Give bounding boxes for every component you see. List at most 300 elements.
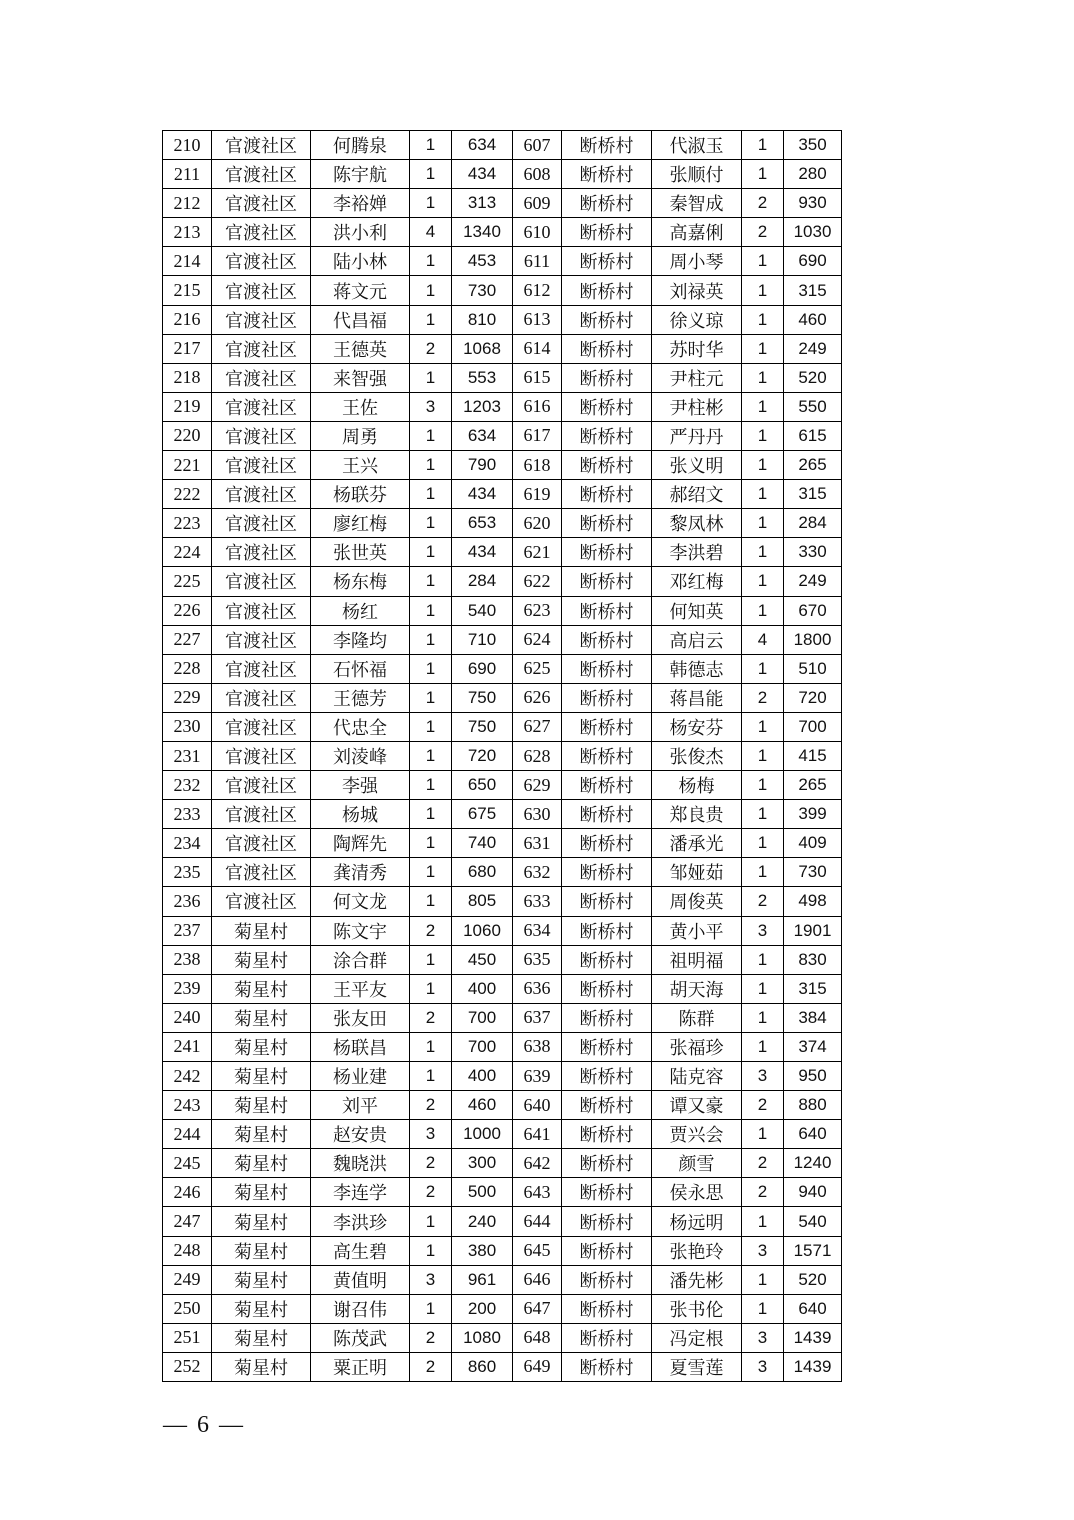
table-row — [163, 276, 842, 305]
community-right-cell: 断桥村 — [562, 1032, 652, 1061]
amount-right-cell: 1571 — [784, 1236, 842, 1265]
table-row — [163, 858, 842, 887]
row-index-right-cell: 640 — [513, 1091, 562, 1120]
community-right-cell: 断桥村 — [562, 1265, 652, 1294]
row-index-right-cell: 619 — [513, 480, 562, 509]
community-right-cell: 断桥村 — [562, 1294, 652, 1323]
household-count-left-cell: 1 — [410, 567, 452, 596]
table-row — [163, 596, 842, 625]
row-index-right-cell: 620 — [513, 509, 562, 538]
name-left-cell: 杨红 — [311, 596, 410, 625]
table-row — [163, 1207, 842, 1236]
amount-left-cell: 240 — [452, 1207, 513, 1236]
household-count-left-cell: 2 — [410, 1352, 452, 1381]
household-count-left-cell: 2 — [410, 1149, 452, 1178]
household-count-right-cell: 1 — [742, 421, 784, 450]
name-left-cell: 王德英 — [311, 334, 410, 363]
amount-right-cell: 1439 — [784, 1352, 842, 1381]
row-index-left-cell: 218 — [163, 363, 212, 392]
amount-left-cell: 553 — [452, 363, 513, 392]
household-count-left-cell: 2 — [410, 334, 452, 363]
community-left-cell: 菊星村 — [212, 1149, 311, 1178]
name-right-cell: 苏时华 — [652, 334, 742, 363]
household-count-left-cell: 1 — [410, 160, 452, 189]
amount-right-cell: 284 — [784, 509, 842, 538]
table-row — [163, 451, 842, 480]
household-count-right-cell: 2 — [742, 189, 784, 218]
row-index-left-cell: 246 — [163, 1178, 212, 1207]
household-count-right-cell: 2 — [742, 887, 784, 916]
household-count-left-cell: 1 — [410, 800, 452, 829]
row-index-right-cell: 648 — [513, 1323, 562, 1352]
table-row — [163, 392, 842, 421]
household-count-left-cell: 1 — [410, 625, 452, 654]
row-index-right-cell: 641 — [513, 1120, 562, 1149]
table-row — [163, 247, 842, 276]
row-index-right-cell: 624 — [513, 625, 562, 654]
name-right-cell: 尹柱彬 — [652, 392, 742, 421]
community-left-cell: 菊星村 — [212, 1265, 311, 1294]
household-count-right-cell: 1 — [742, 392, 784, 421]
household-count-left-cell: 1 — [410, 1236, 452, 1265]
amount-right-cell: 640 — [784, 1120, 842, 1149]
amount-left-cell: 313 — [452, 189, 513, 218]
row-index-left-cell: 233 — [163, 800, 212, 829]
name-left-cell: 石怀福 — [311, 654, 410, 683]
community-left-cell: 官渡社区 — [212, 800, 311, 829]
name-left-cell: 粟正明 — [311, 1352, 410, 1381]
household-count-left-cell: 1 — [410, 451, 452, 480]
amount-right-cell: 374 — [784, 1032, 842, 1061]
community-right-cell: 断桥村 — [562, 974, 652, 1003]
amount-left-cell: 1203 — [452, 392, 513, 421]
household-count-left-cell: 1 — [410, 974, 452, 1003]
table-row — [163, 1062, 842, 1091]
row-index-right-cell: 634 — [513, 916, 562, 945]
row-index-right-cell: 645 — [513, 1236, 562, 1265]
row-index-right-cell: 627 — [513, 712, 562, 741]
amount-left-cell: 750 — [452, 712, 513, 741]
amount-right-cell: 520 — [784, 1265, 842, 1294]
name-left-cell: 黄值明 — [311, 1265, 410, 1294]
name-left-cell: 杨联芬 — [311, 480, 410, 509]
community-right-cell: 断桥村 — [562, 421, 652, 450]
name-right-cell: 祖明福 — [652, 945, 742, 974]
community-left-cell: 官渡社区 — [212, 654, 311, 683]
row-index-left-cell: 219 — [163, 392, 212, 421]
amount-right-cell: 265 — [784, 451, 842, 480]
row-index-right-cell: 613 — [513, 305, 562, 334]
row-index-left-cell: 236 — [163, 887, 212, 916]
household-count-right-cell: 1 — [742, 305, 784, 334]
roster-table — [162, 130, 842, 1382]
table-row — [163, 1120, 842, 1149]
community-right-cell: 断桥村 — [562, 945, 652, 974]
row-index-right-cell: 642 — [513, 1149, 562, 1178]
household-count-left-cell: 1 — [410, 509, 452, 538]
row-index-right-cell: 610 — [513, 218, 562, 247]
row-index-right-cell: 622 — [513, 567, 562, 596]
amount-right-cell: 880 — [784, 1091, 842, 1120]
row-index-left-cell: 247 — [163, 1207, 212, 1236]
amount-left-cell: 961 — [452, 1265, 513, 1294]
household-count-right-cell: 1 — [742, 741, 784, 770]
table-row — [163, 887, 842, 916]
household-count-right-cell: 1 — [742, 1207, 784, 1236]
amount-left-cell: 653 — [452, 509, 513, 538]
household-count-right-cell: 4 — [742, 625, 784, 654]
community-right-cell: 断桥村 — [562, 1003, 652, 1032]
amount-left-cell: 500 — [452, 1178, 513, 1207]
amount-left-cell: 540 — [452, 596, 513, 625]
community-right-cell: 断桥村 — [562, 131, 652, 160]
table-row — [163, 421, 842, 450]
household-count-right-cell: 2 — [742, 1149, 784, 1178]
amount-right-cell: 409 — [784, 829, 842, 858]
amount-right-cell: 315 — [784, 480, 842, 509]
name-left-cell: 洪小利 — [311, 218, 410, 247]
amount-right-cell: 550 — [784, 392, 842, 421]
community-left-cell: 菊星村 — [212, 1091, 311, 1120]
name-right-cell: 郑良贵 — [652, 800, 742, 829]
community-left-cell: 官渡社区 — [212, 683, 311, 712]
household-count-left-cell: 1 — [410, 538, 452, 567]
name-right-cell: 李洪碧 — [652, 538, 742, 567]
name-left-cell: 王平友 — [311, 974, 410, 1003]
community-left-cell: 菊星村 — [212, 1294, 311, 1323]
name-left-cell: 杨业建 — [311, 1062, 410, 1091]
row-index-right-cell: 630 — [513, 800, 562, 829]
community-right-cell: 断桥村 — [562, 654, 652, 683]
amount-left-cell: 700 — [452, 1032, 513, 1061]
amount-right-cell: 540 — [784, 1207, 842, 1236]
table-row — [163, 741, 842, 770]
household-count-left-cell: 1 — [410, 596, 452, 625]
name-left-cell: 魏晓洪 — [311, 1149, 410, 1178]
household-count-right-cell: 1 — [742, 1120, 784, 1149]
row-index-left-cell: 214 — [163, 247, 212, 276]
row-index-left-cell: 210 — [163, 131, 212, 160]
amount-right-cell: 730 — [784, 858, 842, 887]
row-index-left-cell: 235 — [163, 858, 212, 887]
name-right-cell: 邹娅茹 — [652, 858, 742, 887]
household-count-right-cell: 3 — [742, 1062, 784, 1091]
name-right-cell: 张书伦 — [652, 1294, 742, 1323]
amount-right-cell: 315 — [784, 974, 842, 1003]
community-left-cell: 官渡社区 — [212, 392, 311, 421]
table-row — [163, 1178, 842, 1207]
name-right-cell: 何知英 — [652, 596, 742, 625]
row-index-right-cell: 608 — [513, 160, 562, 189]
amount-left-cell: 450 — [452, 945, 513, 974]
household-count-left-cell: 1 — [410, 131, 452, 160]
community-right-cell: 断桥村 — [562, 1149, 652, 1178]
amount-right-cell: 640 — [784, 1294, 842, 1323]
household-count-left-cell: 1 — [410, 712, 452, 741]
household-count-left-cell: 1 — [410, 1032, 452, 1061]
household-count-left-cell: 1 — [410, 305, 452, 334]
household-count-right-cell: 1 — [742, 654, 784, 683]
household-count-right-cell: 1 — [742, 771, 784, 800]
amount-right-cell: 720 — [784, 683, 842, 712]
table-row — [163, 771, 842, 800]
household-count-right-cell: 1 — [742, 974, 784, 1003]
amount-left-cell: 680 — [452, 858, 513, 887]
row-index-left-cell: 217 — [163, 334, 212, 363]
community-left-cell: 官渡社区 — [212, 567, 311, 596]
name-left-cell: 王德芳 — [311, 683, 410, 712]
community-right-cell: 断桥村 — [562, 1178, 652, 1207]
community-left-cell: 官渡社区 — [212, 829, 311, 858]
community-left-cell: 菊星村 — [212, 1032, 311, 1061]
community-right-cell: 断桥村 — [562, 276, 652, 305]
page-number: — 6 — — [163, 1412, 245, 1438]
household-count-right-cell: 2 — [742, 1178, 784, 1207]
community-left-cell: 官渡社区 — [212, 771, 311, 800]
row-index-right-cell: 649 — [513, 1352, 562, 1381]
household-count-left-cell: 1 — [410, 771, 452, 800]
row-index-right-cell: 637 — [513, 1003, 562, 1032]
community-right-cell: 断桥村 — [562, 480, 652, 509]
community-left-cell: 菊星村 — [212, 974, 311, 1003]
row-index-left-cell: 212 — [163, 189, 212, 218]
table-row — [163, 1091, 842, 1120]
row-index-left-cell: 223 — [163, 509, 212, 538]
name-right-cell: 代淑玉 — [652, 131, 742, 160]
row-index-left-cell: 231 — [163, 741, 212, 770]
row-index-left-cell: 227 — [163, 625, 212, 654]
community-left-cell: 官渡社区 — [212, 131, 311, 160]
row-index-left-cell: 248 — [163, 1236, 212, 1265]
table-row — [163, 800, 842, 829]
row-index-right-cell: 636 — [513, 974, 562, 1003]
name-left-cell: 周勇 — [311, 421, 410, 450]
household-count-left-cell: 1 — [410, 480, 452, 509]
table-row — [163, 1236, 842, 1265]
community-right-cell: 断桥村 — [562, 829, 652, 858]
name-left-cell: 来智强 — [311, 363, 410, 392]
name-right-cell: 黄小平 — [652, 916, 742, 945]
amount-right-cell: 520 — [784, 363, 842, 392]
household-count-right-cell: 1 — [742, 160, 784, 189]
amount-right-cell: 510 — [784, 654, 842, 683]
household-count-right-cell: 1 — [742, 1265, 784, 1294]
household-count-right-cell: 1 — [742, 538, 784, 567]
name-right-cell: 郝绍文 — [652, 480, 742, 509]
amount-right-cell: 460 — [784, 305, 842, 334]
row-index-left-cell: 250 — [163, 1294, 212, 1323]
row-index-right-cell: 612 — [513, 276, 562, 305]
household-count-left-cell: 3 — [410, 1265, 452, 1294]
community-right-cell: 断桥村 — [562, 392, 652, 421]
community-left-cell: 菊星村 — [212, 1207, 311, 1236]
row-index-right-cell: 647 — [513, 1294, 562, 1323]
name-left-cell: 代忠全 — [311, 712, 410, 741]
name-left-cell: 杨城 — [311, 800, 410, 829]
household-count-left-cell: 1 — [410, 189, 452, 218]
row-index-right-cell: 635 — [513, 945, 562, 974]
amount-left-cell: 453 — [452, 247, 513, 276]
amount-left-cell: 300 — [452, 1149, 513, 1178]
row-index-right-cell: 621 — [513, 538, 562, 567]
community-right-cell: 断桥村 — [562, 538, 652, 567]
community-right-cell: 断桥村 — [562, 858, 652, 887]
name-right-cell: 杨远明 — [652, 1207, 742, 1236]
amount-left-cell: 200 — [452, 1294, 513, 1323]
amount-left-cell: 740 — [452, 829, 513, 858]
amount-left-cell: 434 — [452, 480, 513, 509]
community-right-cell: 断桥村 — [562, 334, 652, 363]
amount-left-cell: 1080 — [452, 1323, 513, 1352]
row-index-left-cell: 243 — [163, 1091, 212, 1120]
name-right-cell: 潘先彬 — [652, 1265, 742, 1294]
row-index-right-cell: 609 — [513, 189, 562, 218]
table-row — [163, 625, 842, 654]
table-row — [163, 1265, 842, 1294]
table-row — [163, 1352, 842, 1381]
household-count-left-cell: 4 — [410, 218, 452, 247]
roster-table-body — [163, 131, 842, 1382]
name-right-cell: 潘承光 — [652, 829, 742, 858]
amount-left-cell: 434 — [452, 538, 513, 567]
name-left-cell: 代昌福 — [311, 305, 410, 334]
name-left-cell: 陈茂武 — [311, 1323, 410, 1352]
name-right-cell: 张俊杰 — [652, 741, 742, 770]
row-index-left-cell: 249 — [163, 1265, 212, 1294]
name-right-cell: 陆克容 — [652, 1062, 742, 1091]
name-left-cell: 涂合群 — [311, 945, 410, 974]
table-row — [163, 1032, 842, 1061]
row-index-right-cell: 631 — [513, 829, 562, 858]
amount-left-cell: 434 — [452, 160, 513, 189]
name-right-cell: 周俊英 — [652, 887, 742, 916]
community-right-cell: 断桥村 — [562, 916, 652, 945]
amount-right-cell: 280 — [784, 160, 842, 189]
name-right-cell: 谭又豪 — [652, 1091, 742, 1120]
table-row — [163, 654, 842, 683]
table-row — [163, 683, 842, 712]
name-right-cell: 韩德志 — [652, 654, 742, 683]
name-left-cell: 陈宇航 — [311, 160, 410, 189]
community-left-cell: 官渡社区 — [212, 276, 311, 305]
table-row — [163, 218, 842, 247]
amount-left-cell: 634 — [452, 421, 513, 450]
amount-right-cell: 350 — [784, 131, 842, 160]
name-left-cell: 杨联昌 — [311, 1032, 410, 1061]
household-count-right-cell: 1 — [742, 509, 784, 538]
community-left-cell: 官渡社区 — [212, 509, 311, 538]
household-count-left-cell: 1 — [410, 858, 452, 887]
row-index-left-cell: 244 — [163, 1120, 212, 1149]
household-count-right-cell: 1 — [742, 800, 784, 829]
amount-left-cell: 860 — [452, 1352, 513, 1381]
community-right-cell: 断桥村 — [562, 800, 652, 829]
table-row — [163, 712, 842, 741]
row-index-right-cell: 617 — [513, 421, 562, 450]
row-index-left-cell: 222 — [163, 480, 212, 509]
household-count-right-cell: 3 — [742, 916, 784, 945]
household-count-right-cell: 3 — [742, 1236, 784, 1265]
row-index-left-cell: 241 — [163, 1032, 212, 1061]
household-count-right-cell: 1 — [742, 247, 784, 276]
household-count-right-cell: 2 — [742, 683, 784, 712]
amount-right-cell: 330 — [784, 538, 842, 567]
name-right-cell: 胡天海 — [652, 974, 742, 1003]
row-index-right-cell: 632 — [513, 858, 562, 887]
community-right-cell: 断桥村 — [562, 596, 652, 625]
table-row — [163, 509, 842, 538]
household-count-right-cell: 1 — [742, 480, 784, 509]
community-right-cell: 断桥村 — [562, 1323, 652, 1352]
row-index-left-cell: 225 — [163, 567, 212, 596]
name-right-cell: 周小琴 — [652, 247, 742, 276]
row-index-right-cell: 626 — [513, 683, 562, 712]
name-right-cell: 冯定根 — [652, 1323, 742, 1352]
name-right-cell: 秦智成 — [652, 189, 742, 218]
row-index-right-cell: 625 — [513, 654, 562, 683]
community-left-cell: 菊星村 — [212, 945, 311, 974]
community-left-cell: 官渡社区 — [212, 887, 311, 916]
name-left-cell: 张世英 — [311, 538, 410, 567]
community-right-cell: 断桥村 — [562, 218, 652, 247]
table-row — [163, 189, 842, 218]
amount-right-cell: 265 — [784, 771, 842, 800]
name-left-cell: 李强 — [311, 771, 410, 800]
row-index-left-cell: 232 — [163, 771, 212, 800]
row-index-left-cell: 251 — [163, 1323, 212, 1352]
amount-right-cell: 498 — [784, 887, 842, 916]
amount-right-cell: 830 — [784, 945, 842, 974]
household-count-right-cell: 2 — [742, 1091, 784, 1120]
amount-right-cell: 1030 — [784, 218, 842, 247]
name-left-cell: 廖红梅 — [311, 509, 410, 538]
amount-right-cell: 415 — [784, 741, 842, 770]
household-count-left-cell: 2 — [410, 1323, 452, 1352]
table-row — [163, 1323, 842, 1352]
community-left-cell: 官渡社区 — [212, 741, 311, 770]
name-right-cell: 夏雪莲 — [652, 1352, 742, 1381]
household-count-right-cell: 1 — [742, 567, 784, 596]
row-index-left-cell: 215 — [163, 276, 212, 305]
amount-left-cell: 805 — [452, 887, 513, 916]
community-left-cell: 官渡社区 — [212, 596, 311, 625]
name-left-cell: 刘平 — [311, 1091, 410, 1120]
household-count-right-cell: 1 — [742, 131, 784, 160]
amount-left-cell: 650 — [452, 771, 513, 800]
community-right-cell: 断桥村 — [562, 1091, 652, 1120]
community-left-cell: 官渡社区 — [212, 334, 311, 363]
community-right-cell: 断桥村 — [562, 363, 652, 392]
row-index-left-cell: 226 — [163, 596, 212, 625]
row-index-right-cell: 638 — [513, 1032, 562, 1061]
community-right-cell: 断桥村 — [562, 1120, 652, 1149]
table-row — [163, 1003, 842, 1032]
amount-left-cell: 675 — [452, 800, 513, 829]
community-right-cell: 断桥村 — [562, 1062, 652, 1091]
amount-left-cell: 380 — [452, 1236, 513, 1265]
amount-left-cell: 750 — [452, 683, 513, 712]
community-left-cell: 菊星村 — [212, 1003, 311, 1032]
community-left-cell: 官渡社区 — [212, 480, 311, 509]
row-index-left-cell: 240 — [163, 1003, 212, 1032]
amount-right-cell: 950 — [784, 1062, 842, 1091]
community-left-cell: 官渡社区 — [212, 421, 311, 450]
household-count-left-cell: 2 — [410, 916, 452, 945]
row-index-right-cell: 628 — [513, 741, 562, 770]
community-left-cell: 官渡社区 — [212, 218, 311, 247]
household-count-right-cell: 1 — [742, 945, 784, 974]
community-right-cell: 断桥村 — [562, 741, 652, 770]
